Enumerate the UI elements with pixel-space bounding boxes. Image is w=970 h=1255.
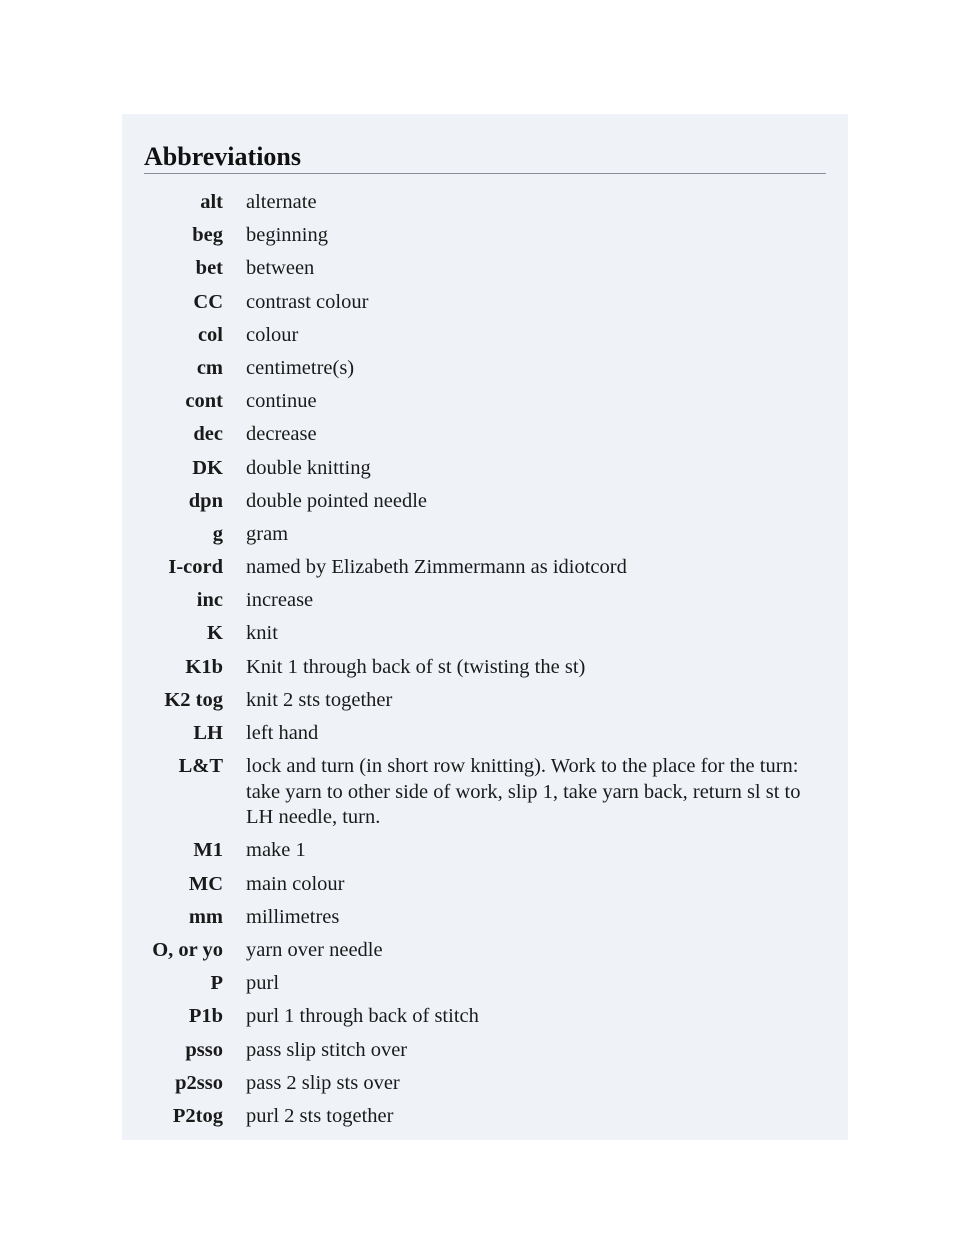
list-item [122, 621, 848, 647]
abbreviation-term: P2tog [172, 1104, 223, 1127]
abbreviation-definition: double knitting [246, 456, 371, 479]
abbreviation-term: DK [192, 456, 223, 479]
list-item [122, 1071, 848, 1097]
abbreviation-term: K [207, 622, 223, 645]
abbreviation-definition: beginning [246, 224, 328, 247]
list-item [122, 588, 848, 614]
abbreviation-term: P1b [188, 1005, 223, 1028]
abbreviation-term: L&T [178, 755, 223, 778]
abbreviation-term: M1 [193, 839, 223, 862]
list-item [122, 290, 848, 316]
list-item [122, 1104, 848, 1130]
list-item [122, 356, 848, 382]
abbreviation-term: g [212, 522, 223, 545]
list-item [122, 522, 848, 548]
abbreviation-definition: contrast colour [246, 290, 369, 313]
abbreviation-definition: left hand [246, 722, 319, 744]
abbreviation-definition: make 1 [246, 839, 306, 862]
abbreviation-definition: purl 1 through back of stitch [246, 1005, 479, 1028]
abbreviation-definition: alternate [246, 191, 317, 213]
abbreviation-term: beg [192, 224, 223, 247]
abbreviation-term: LH [193, 722, 223, 744]
abbreviation-term: P [210, 972, 223, 995]
abbreviation-definition: purl 2 sts together [246, 1104, 394, 1127]
abbreviation-term: bet [195, 257, 223, 280]
list-item [122, 422, 848, 448]
abbreviation-definition: gram [246, 522, 289, 545]
list-item [122, 688, 848, 714]
page-title: Abbreviations [144, 142, 301, 171]
abbreviation-term: alt [200, 191, 223, 213]
abbreviation-definition: centimetre(s) [246, 356, 355, 379]
list-item [122, 555, 848, 581]
abbreviation-term: p2sso [175, 1071, 223, 1094]
abbreviation-definition: continue [246, 390, 317, 413]
list-item [122, 754, 848, 831]
abbreviation-term: col [197, 323, 223, 346]
list-item [122, 1038, 848, 1064]
abbreviation-definition: millimetres [246, 905, 340, 928]
abbreviations-panel [122, 114, 848, 1140]
abbreviation-definition: knit 2 sts together [246, 688, 393, 711]
abbreviation-definition: lock and turn (in short row knitting). Work to the place for the turn: take yarn to other side of work, slip 1, take yarn back, return sl st to LH needle, turn. [246, 755, 801, 829]
list-item [122, 323, 848, 349]
abbreviation-term: cont [185, 390, 223, 413]
list-item [122, 838, 848, 864]
abbreviation-term: dec [193, 423, 223, 446]
abbreviation-definition: pass slip stitch over [246, 1038, 408, 1061]
list-item [122, 1004, 848, 1030]
list-item [122, 905, 848, 931]
abbreviation-definition: named by Elizabeth Zimmermann as idiotcord [246, 556, 627, 579]
abbreviation-definition: increase [246, 589, 314, 612]
abbreviation-term: psso [185, 1038, 223, 1061]
abbreviation-definition: purl [246, 972, 280, 995]
list-item [122, 489, 848, 515]
list-item [122, 872, 848, 898]
abbreviation-definition: knit [246, 622, 278, 645]
abbreviation-definition: colour [246, 323, 299, 346]
heading-divider [144, 173, 826, 174]
abbreviation-term: cm [196, 356, 223, 379]
list-item [122, 971, 848, 997]
abbreviation-definition: between [246, 257, 315, 280]
list-item [122, 655, 848, 681]
abbreviation-term: MC [188, 872, 223, 895]
list-item [122, 456, 848, 482]
abbreviation-term: CC [193, 290, 223, 313]
list-item [122, 256, 848, 282]
abbreviation-definition: Knit 1 through back of st (twisting the st) [246, 655, 586, 678]
abbreviation-definition: main colour [246, 872, 345, 895]
abbreviation-term: I-cord [168, 556, 223, 579]
list-item [122, 223, 848, 249]
abbreviation-term: K2 tog [164, 688, 223, 711]
abbreviation-term: inc [196, 589, 223, 612]
list-item [122, 938, 848, 964]
list-item [122, 721, 848, 747]
abbreviation-definition: pass 2 slip sts over [246, 1071, 400, 1094]
abbreviation-term: mm [188, 905, 223, 928]
abbreviation-definition: yarn over needle [246, 938, 383, 961]
abbreviation-definition: double pointed needle [246, 489, 428, 512]
abbreviation-term: O, or yo [152, 938, 223, 961]
abbreviation-term: dpn [188, 489, 223, 512]
abbreviation-definition: decrease [246, 423, 317, 446]
abbreviation-term: K1b [185, 655, 223, 678]
abbreviation-list [122, 190, 848, 1137]
list-item [122, 389, 848, 415]
list-item [122, 190, 848, 216]
